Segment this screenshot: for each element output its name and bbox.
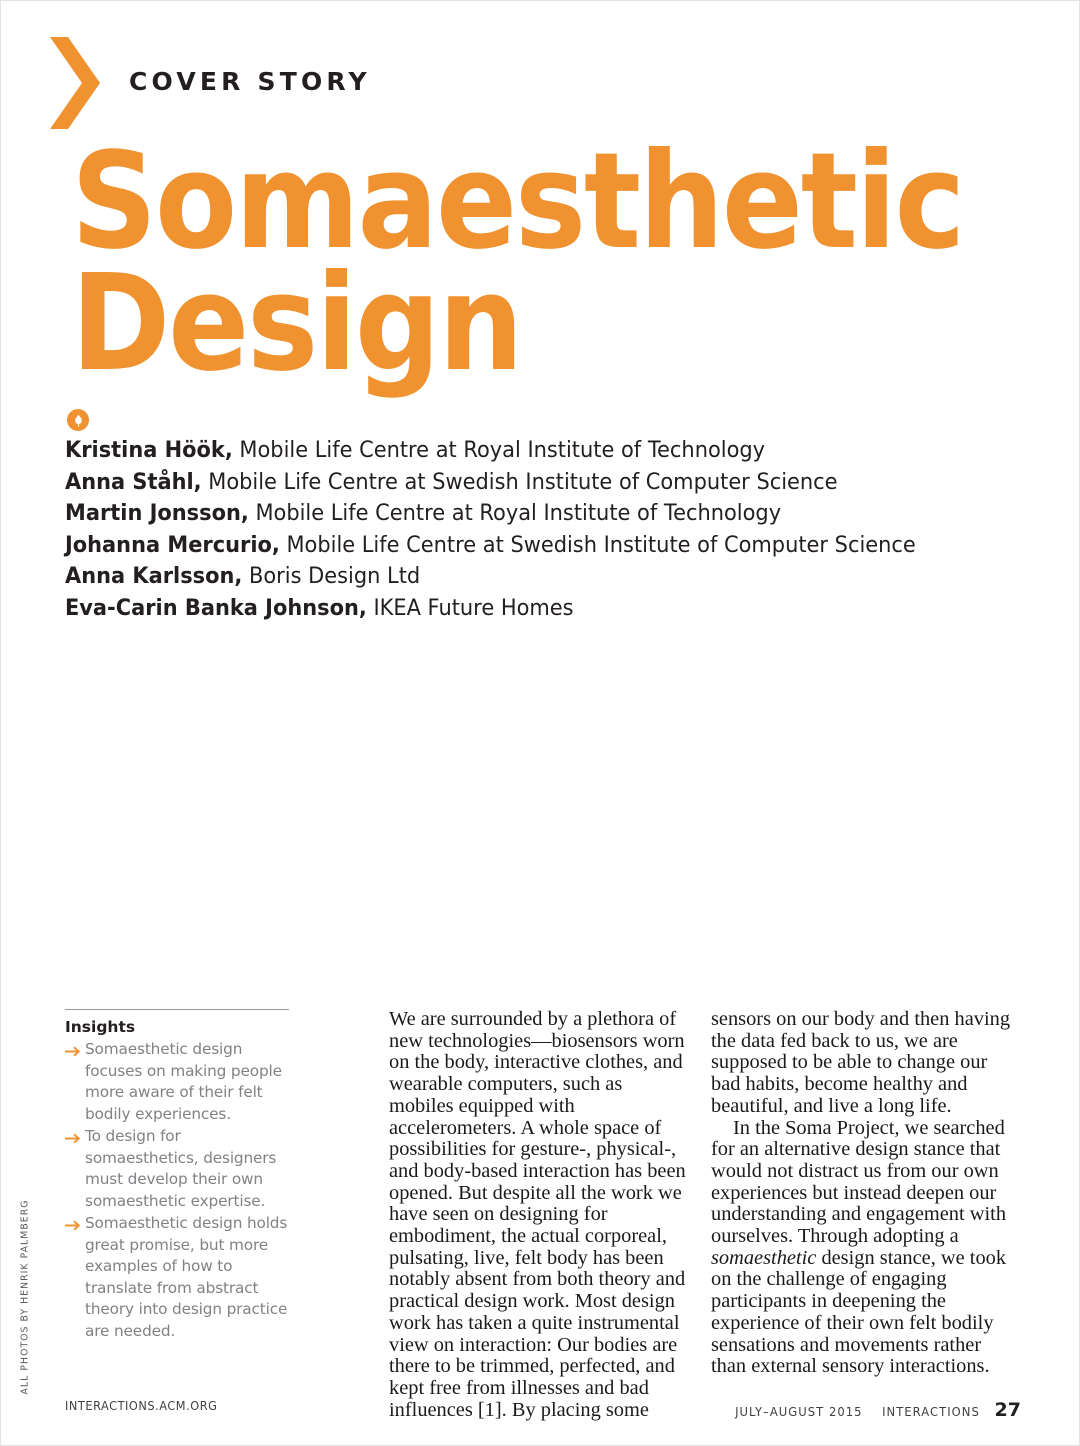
- page-footer: [1, 1399, 1080, 1429]
- page-title: [71, 125, 964, 402]
- insights-heading: Insights: [65, 1018, 136, 1036]
- author-row: [65, 435, 939, 467]
- author-row: [65, 530, 939, 562]
- flame-icon: [74, 414, 83, 427]
- author-name: Anna Karlsson,: [65, 563, 243, 589]
- body-text-part: In the Soma Project, we searched for an alternative design stance that would not distract us from our own experiences but instead deepen our understanding and engagement with ourselves. Through adopting a: [711, 1116, 1007, 1248]
- footer-issue-date: JULY–AUGUST 2015: [735, 1405, 863, 1419]
- body-emphasis: somaesthetic: [711, 1246, 817, 1269]
- author-affiliation: Mobile Life Centre at Royal Institute of Technology: [255, 500, 782, 526]
- author-name: Martin Jonsson,: [65, 500, 249, 526]
- insight-text: Somaesthetic design holds great promise, but more examples of how to translate from abstract theory into design practice are needed.: [85, 1214, 288, 1340]
- author-affiliation: Mobile Life Centre at Swedish Institute of Computer Science: [208, 468, 838, 495]
- author-affiliation: IKEA Future Homes: [373, 594, 574, 621]
- cover-story-kicker: [44, 37, 371, 129]
- author-affiliation: Boris Design Ltd: [249, 563, 421, 589]
- photo-credit: ALL PHOTOS BY HENRIK PALMBERG: [19, 1199, 31, 1395]
- arrow-right-icon: [65, 1044, 85, 1062]
- author-row: [65, 593, 939, 625]
- author-row: [65, 498, 939, 530]
- insight-item: [65, 1213, 293, 1342]
- footer-publication: INTERACTIONS: [881, 1405, 980, 1419]
- page-number: 27: [994, 1399, 1021, 1421]
- author-row: [65, 467, 939, 499]
- author-list: [65, 435, 1005, 624]
- author-affiliation: Mobile Life Centre at Royal Institute of Technology: [239, 437, 766, 463]
- body-paragraph: [711, 1118, 1011, 1378]
- insight-item: [65, 1039, 293, 1125]
- footer-website[interactable]: INTERACTIONS.ACM.ORG: [65, 1399, 218, 1413]
- author-affiliation: Mobile Life Centre at Swedish Institute of Computer Science: [286, 531, 916, 558]
- footer-meta: [731, 1399, 1021, 1421]
- cover-story-label: COVER STORY: [129, 66, 371, 96]
- insight-item: [65, 1126, 293, 1212]
- insights-sidebar: [65, 1009, 293, 1343]
- author-name: Kristina Höök,: [65, 437, 233, 463]
- insights-divider: [65, 1009, 289, 1010]
- body-paragraph: sensors on our body and then having the data fed back to us, we are supposed to be able to change our bad habits, become healthy and beautiful, and live a long life.: [711, 1008, 1011, 1117]
- magazine-page: [1, 1, 1079, 1445]
- author-name: Johanna Mercurio,: [65, 531, 280, 558]
- insight-text: To design for somaesthetics, designers must develop their own somaesthetic expertise.: [85, 1127, 277, 1210]
- headline-line-2: Design: [71, 247, 522, 402]
- arrow-right-icon: [65, 1131, 85, 1149]
- author-name: Eva-Carin Banka Johnson,: [65, 594, 367, 621]
- body-column-2: [711, 1009, 1011, 1378]
- flame-badge: [67, 409, 89, 431]
- arrow-right-icon: [65, 1218, 85, 1236]
- chevron-right-icon: [44, 37, 100, 129]
- body-column-1: [389, 1009, 689, 1421]
- author-name: Anna Ståhl,: [65, 468, 202, 495]
- author-row: [65, 561, 939, 593]
- insight-text: Somaesthetic design focuses on making people more aware of their felt bodily experiences.: [85, 1040, 282, 1123]
- body-paragraph: We are surrounded by a plethora of new technologies—biosensors worn on the body, interactive clothes, and wearable computers, such as mobiles equipped with accelerometers. A whole space of possibilities for gesture-, physical-, and body-based interaction has been opened. But despite all the work we have seen on designing for embodiment, the actual corporeal, pulsating, live, felt body has been notably absent from both theory and practical design work. Most design work has taken a quite instrumental view on interaction: Our bodies are there to be trimmed, perfected, and kept free from illnesses and bad influences [1]. By placing some: [389, 1008, 686, 1421]
- headline-line-1: Somaesthetic: [71, 125, 964, 279]
- body-text-part: design stance, we took on the challenge of engaging participants in deepening the experience of their own felt bodily sensations and movements rather than external sensory interactions.: [711, 1246, 1007, 1378]
